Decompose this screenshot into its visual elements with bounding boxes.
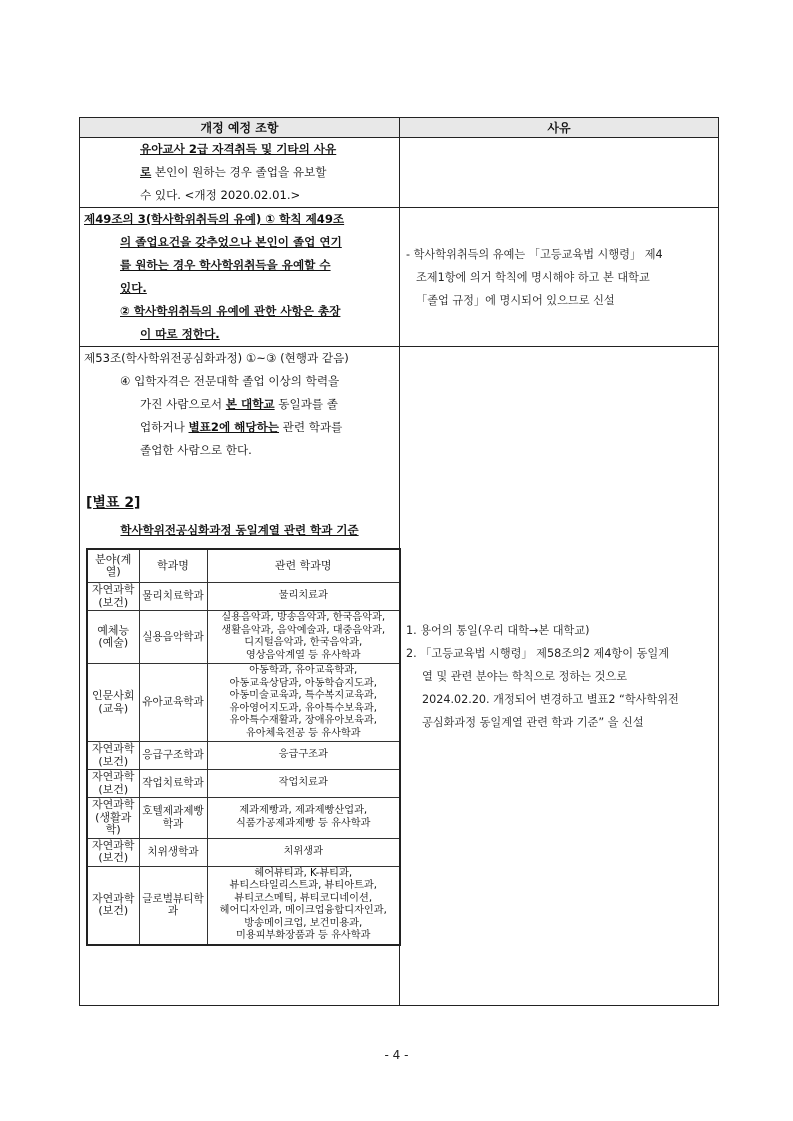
reason-53-item2-line2: 열 및 관련 분야는 학칙으로 정하는 것으로 [422,669,628,683]
dept-related-cell: 치위생과 [207,838,400,866]
dept-related-cell: 제과제빵과, 제과제빵산업과, 식품가공제과제빵 등 유사학과 [207,798,400,839]
article-53-p4-line3 [80,416,399,439]
reason-53-item2-line3: 2024.02.20. 개정되어 변경하고 별표2 “학사학위전 [422,692,679,706]
reason-53-item2-line1: 2. 「고등교육법 시행령」 제58조의2 제4항이 동일계 [406,646,670,660]
reason-53 [400,619,718,734]
reason-49-3-line1: - 학사학위취득의 유예는 「고등교육법 시행령」 제4 [406,247,663,261]
dept-table-row [87,611,400,664]
dept-name-cell: 유아교육학과 [139,664,207,742]
dept-name-cell: 실용음악학과 [139,611,207,664]
table-header-row [80,118,719,138]
dept-name-cell: 치위생학과 [139,838,207,866]
article-49-3-line3: 를 원하는 경우 학사학위취득을 유예할 수 [120,258,331,272]
proposed-cell [80,347,400,1006]
article-53-p4-line1: ④ 입학자격은 전문대학 졸업 이상의 학력을 [120,374,340,388]
reason-49-3 [400,243,718,312]
dept-table-row [87,866,400,945]
table-row [80,138,719,208]
dept-field-cell: 예체능 (예술) [87,611,139,664]
dept-name-cell: 작업치료학과 [139,770,207,798]
article-49-3-line4: 있다. [120,281,147,295]
row1-line2-rest: 본인이 원하는 경우 졸업을 유보할 [151,165,327,179]
p4-line3-text-b: 관련 학과를 [279,420,343,434]
article-53-p4-line2 [80,393,399,416]
dept-related-cell: 실용음악과, 방송음악과, 한국음악과, 생활음악과, 음악예술과, 대중음악과, 디지털음악과, 한국음악과, 영상음악계열 등 유사학과 [207,611,400,664]
related-departments-table [86,548,401,946]
dept-table-row [87,664,400,742]
row1-line3: 수 있다. <개정 2020.02.01.> [140,188,301,202]
row1-line2-bold: 로 [140,165,152,179]
reason-cell [400,208,719,347]
reason-53-item2-line4: 공심화과정 동일계열 관련 학과 기준” 을 신설 [422,715,644,729]
dept-field-cell: 자연과학 (보건) [87,866,139,945]
dept-table-row [87,798,400,839]
appendix-2-title: 학사학위전공심화과정 동일계열 관련 학과 기준 [120,523,359,537]
p4-line2-bold: 본 대학교 [225,397,275,411]
header-proposed-article: 개정 예정 조항 [80,118,400,138]
dept-related-cell: 헤어뷰티과, K-뷰티과, 뷰티스타일리스트과, 뷰티아트과, 뷰티코스메틱, 뷰티코디네이션, 헤어디자인과, 메이크업융합디자인과, 방송메이크업, 보건미용과, 미용피부화장품과 등 유사학과 [207,866,400,945]
reason-49-3-line2: 조제1항에 의거 학칙에 명시해야 하고 본 대학교 [416,270,650,284]
p4-line3-text-a: 업하거나 [140,420,189,434]
dept-header-related: 관련 학과명 [207,549,400,583]
dept-table-row [87,770,400,798]
dept-field-cell: 자연과학 (보건) [87,770,139,798]
header-reason: 사유 [400,118,719,138]
table-row [80,208,719,347]
revision-table [79,117,719,1006]
page-number: - 4 - [384,1048,409,1062]
article-53-p4-line4: 졸업한 사람으로 한다. [140,443,252,457]
dept-header-field: 분야(계열) [87,549,139,583]
dept-field-cell: 자연과학 (보건) [87,838,139,866]
dept-name-cell: 응급구조학과 [139,742,207,770]
dept-table-row [87,742,400,770]
reason-cell [400,347,719,1006]
dept-name-cell: 글로벌뷰티학과 [139,866,207,945]
dept-table-row [87,583,400,611]
dept-field-cell: 인문사회 (교육) [87,664,139,742]
reason-53-item1: 1. 용어의 통일(우리 대학→본 대학교) [406,623,590,637]
dept-field-cell: 자연과학 (생활과학) [87,798,139,839]
p4-line2-text-b: 동일과를 졸 [274,397,338,411]
article-49-3-line6: 이 따로 정한다. [140,327,220,341]
dept-name-cell: 물리치료학과 [139,583,207,611]
row1-line1: 유아교사 2급 자격취득 및 기타의 사유 [140,142,337,156]
article-49-3-line5: ② 학사학위취득의 유예에 관한 사항은 총장 [120,304,341,318]
proposed-cell [80,138,400,208]
article-49-3-heading: 제49조의 3(학사학위취득의 유예) ① 학칙 제49조 [84,212,345,226]
dept-field-cell: 자연과학 (보건) [87,583,139,611]
dept-related-cell: 작업치료과 [207,770,400,798]
dept-name-cell: 호텔제과제빵학과 [139,798,207,839]
appendix-2-label: [별표 2] [86,495,141,511]
article-49-3-line2: 의 졸업요건을 갖추었으나 본인이 졸업 연기 [120,235,342,249]
table-row [80,347,719,1006]
dept-related-cell: 물리치료과 [207,583,400,611]
dept-table-row [87,838,400,866]
reason-cell [400,138,719,208]
dept-field-cell: 자연과학 (보건) [87,742,139,770]
dept-table-header [87,549,400,583]
p4-line3-bold: 별표2에 해당하는 [188,420,279,434]
reason-49-3-line3: 「졸업 규정」에 명시되어 있으므로 신설 [416,293,615,307]
dept-header-dept: 학과명 [139,549,207,583]
row1-line2 [80,161,399,184]
dept-related-cell: 아동학과, 유아교육학과, 아동교육상담과, 아동학습지도과, 아동미술교육과, 특수복지교육과, 유아영어지도과, 유아특수보육과, 유아특수재활과, 장애유아보육과, 유아체육전공 등 유사학과 [207,664,400,742]
p4-line2-text-a: 가진 사람으로서 [140,397,226,411]
proposed-cell [80,208,400,347]
dept-related-cell: 응급구조과 [207,742,400,770]
article-53-heading: 제53조(학사학위전공심화과정) ①~③ (현행과 같음) [84,351,349,365]
